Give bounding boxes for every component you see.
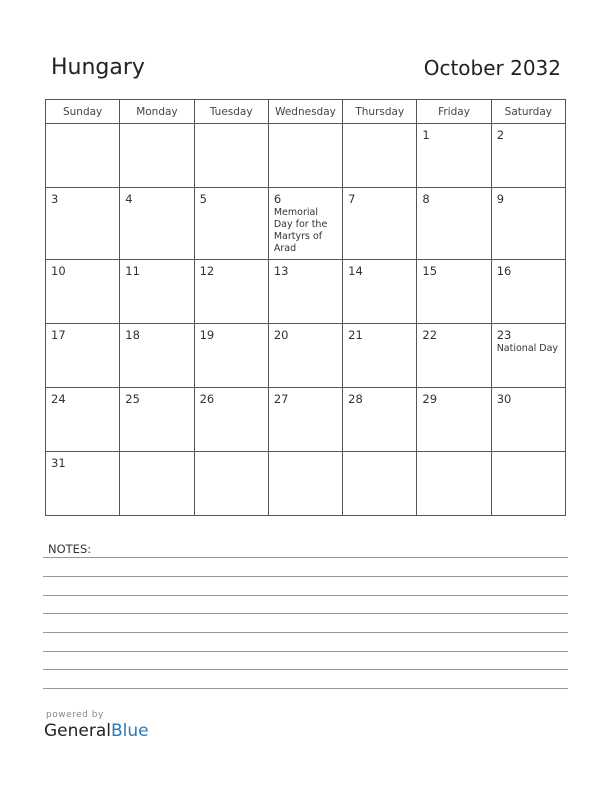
day-number: 26 (199, 392, 215, 406)
weekday-header: Friday (417, 100, 491, 124)
day-number: 4 (125, 192, 133, 206)
day-number: 16 (496, 264, 512, 278)
brand-logo (44, 721, 149, 741)
day-cell (120, 324, 194, 388)
weekday-header-row (46, 100, 566, 124)
day-number: 5 (199, 192, 207, 206)
day-cell (194, 452, 268, 516)
notes-label: NOTES: (48, 542, 92, 556)
weekday-header: Tuesday (194, 100, 268, 124)
day-cell (417, 388, 491, 452)
weekday-header: Saturday (491, 100, 565, 124)
day-number: 8 (422, 192, 430, 206)
day-cell (46, 260, 120, 324)
day-cell (343, 452, 417, 516)
day-number: 29 (422, 392, 438, 406)
holiday-label: National Day (496, 343, 559, 354)
note-line (43, 576, 568, 577)
day-cell (46, 124, 120, 188)
day-cell (268, 124, 342, 188)
day-cell (268, 188, 342, 260)
day-number: 15 (422, 264, 438, 278)
week-row (46, 388, 566, 452)
day-cell (194, 124, 268, 188)
day-cell (46, 388, 120, 452)
week-row (46, 324, 566, 388)
day-number: 11 (125, 264, 140, 278)
day-cell (417, 124, 491, 188)
day-cell (268, 324, 342, 388)
note-line (43, 613, 568, 614)
note-line (43, 557, 568, 558)
day-cell (46, 452, 120, 516)
day-cell (268, 388, 342, 452)
day-number: 23 (496, 328, 512, 342)
month-year-title: October 2032 (423, 56, 561, 80)
day-cell (417, 260, 491, 324)
holiday-label: Memorial Day for the Martyrs of Arad (273, 207, 328, 254)
note-line (43, 651, 568, 652)
day-cell (194, 388, 268, 452)
day-number: 20 (273, 328, 289, 342)
week-row (46, 188, 566, 260)
day-cell (46, 188, 120, 260)
day-number: 21 (348, 328, 363, 342)
day-number: 24 (51, 392, 66, 406)
day-number: 13 (273, 264, 289, 278)
day-cell (417, 452, 491, 516)
day-cell (194, 324, 268, 388)
weekday-header: Wednesday (268, 100, 342, 124)
note-line (43, 632, 568, 633)
day-cell (491, 452, 565, 516)
day-number: 19 (199, 328, 215, 342)
day-cell (491, 260, 565, 324)
day-number: 25 (125, 392, 140, 406)
day-cell (417, 324, 491, 388)
day-number: 18 (125, 328, 140, 342)
brand-blue: Blue (111, 721, 149, 741)
country-title: Hungary (51, 55, 145, 80)
day-number: 17 (51, 328, 66, 342)
day-cell (343, 188, 417, 260)
day-number: 1 (422, 128, 430, 142)
day-cell (268, 452, 342, 516)
day-cell (120, 260, 194, 324)
day-number: 2 (496, 128, 505, 142)
day-cell (343, 324, 417, 388)
day-cell (120, 188, 194, 260)
day-cell (194, 188, 268, 260)
brand-general: General (44, 721, 111, 741)
powered-by-label: powered by (46, 710, 104, 720)
week-row (46, 124, 566, 188)
note-line (43, 669, 568, 670)
day-number: 12 (199, 264, 215, 278)
day-cell (120, 388, 194, 452)
day-cell (491, 388, 565, 452)
day-number: 7 (348, 192, 356, 206)
day-number: 27 (273, 392, 289, 406)
day-cell (120, 124, 194, 188)
day-number: 22 (422, 328, 438, 342)
day-cell (120, 452, 194, 516)
weekday-header: Sunday (46, 100, 120, 124)
day-number: 6 (273, 192, 282, 206)
day-cell (491, 188, 565, 260)
day-number: 10 (51, 264, 66, 278)
day-cell (194, 260, 268, 324)
day-cell (343, 388, 417, 452)
day-number: 9 (496, 192, 505, 206)
weekday-header: Monday (120, 100, 194, 124)
note-line (43, 688, 568, 689)
day-cell (491, 324, 565, 388)
note-line (43, 595, 568, 596)
weekday-header: Thursday (343, 100, 417, 124)
day-cell (268, 260, 342, 324)
day-cell (491, 124, 565, 188)
week-row (46, 260, 566, 324)
calendar-grid (45, 99, 566, 516)
day-cell (343, 124, 417, 188)
day-number: 28 (348, 392, 363, 406)
week-row (46, 452, 566, 516)
day-number: 30 (496, 392, 512, 406)
day-number: 3 (51, 192, 59, 206)
day-cell (417, 188, 491, 260)
day-number: 31 (51, 456, 66, 470)
day-cell (343, 260, 417, 324)
day-number: 14 (348, 264, 363, 278)
day-cell (46, 324, 120, 388)
